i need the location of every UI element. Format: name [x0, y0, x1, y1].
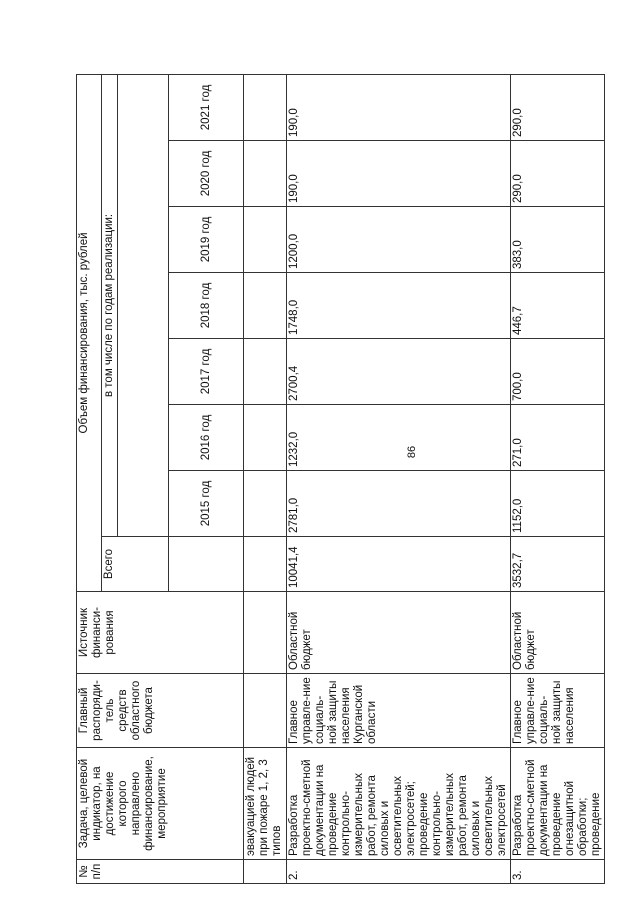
row-task: Разработка проектно-сметной документации на проведение контрольно-измерительных работ, ремонта силовых и осветительных электросетей; проведение контрольно-измерительных работ, ремонта силовых и осветительных электросетей	[287, 748, 511, 860]
rotated-page	[76, 74, 602, 884]
row-value-2016: 271,0	[511, 405, 605, 471]
header-volume: Объем финансирования, тыс. рублей	[77, 74, 102, 591]
row-value-2015: 1152,0	[511, 471, 605, 537]
header-year-2016: 2016 год	[169, 405, 244, 471]
table-row	[511, 74, 605, 883]
row-value-2021: 190,0	[287, 74, 511, 140]
row-value-2018: 1748,0	[287, 273, 511, 339]
row-value-2020: 190,0	[287, 141, 511, 207]
header-year-2015: 2015 год	[169, 471, 244, 537]
header-year-2018: 2018 год	[169, 273, 244, 339]
header-source: Источник финанси-рования	[77, 592, 244, 674]
row-value-2017: 2700,4	[287, 339, 511, 405]
row-manager: Главное управле-ние социаль-ной защиты населения	[511, 674, 605, 748]
header-year-2020: 2020 год	[169, 141, 244, 207]
row-value-2019: 383,0	[511, 207, 605, 273]
header-by-year: в том числе по годам реализации:	[102, 74, 118, 536]
table-row	[244, 74, 287, 883]
continuation-text: эвакуацией людей при пожаре 1, 2, 3 типов	[244, 748, 287, 860]
row-value-2020: 290,0	[511, 141, 605, 207]
table-row	[287, 74, 511, 883]
row-value-2019: 1200,0	[287, 207, 511, 273]
page-number: 86	[406, 445, 418, 459]
header-year-2017: 2017 год	[169, 339, 244, 405]
row-total: 3532,7	[511, 537, 605, 592]
header-year-2021: 2021 год	[169, 74, 244, 140]
row-num: 2.	[287, 860, 511, 884]
header-num: № п/п	[77, 860, 244, 884]
header-task: Задача, целевой индикатор, на достижение которого направлено финансирование, мероприятие	[77, 748, 244, 860]
financing-table	[76, 74, 605, 884]
row-source: Областной бюджет	[511, 592, 605, 674]
row-value-2018: 446,7	[511, 273, 605, 339]
row-manager: Главное управле-ние социаль-ной защиты населения Курганской области	[287, 674, 511, 748]
row-value-2016: 1232,0	[287, 405, 511, 471]
row-total: 10041,4	[287, 537, 511, 592]
header-total-blank	[169, 537, 244, 592]
row-value-2017: 700,0	[511, 339, 605, 405]
header-total: Всего	[102, 537, 169, 592]
header-manager: Главный распоряди-тель средств областного бюджета	[77, 674, 244, 748]
header-spacer	[118, 74, 169, 536]
header-year-2019: 2019 год	[169, 207, 244, 273]
row-source: Областной бюджет	[287, 592, 511, 674]
row-task: Разработка проектно-сметной документации на проведение огнезащитной обработки; проведение	[511, 748, 605, 860]
row-value-2015: 2781,0	[287, 471, 511, 537]
row-num: 3.	[511, 860, 605, 884]
row-value-2021: 290,0	[511, 74, 605, 140]
